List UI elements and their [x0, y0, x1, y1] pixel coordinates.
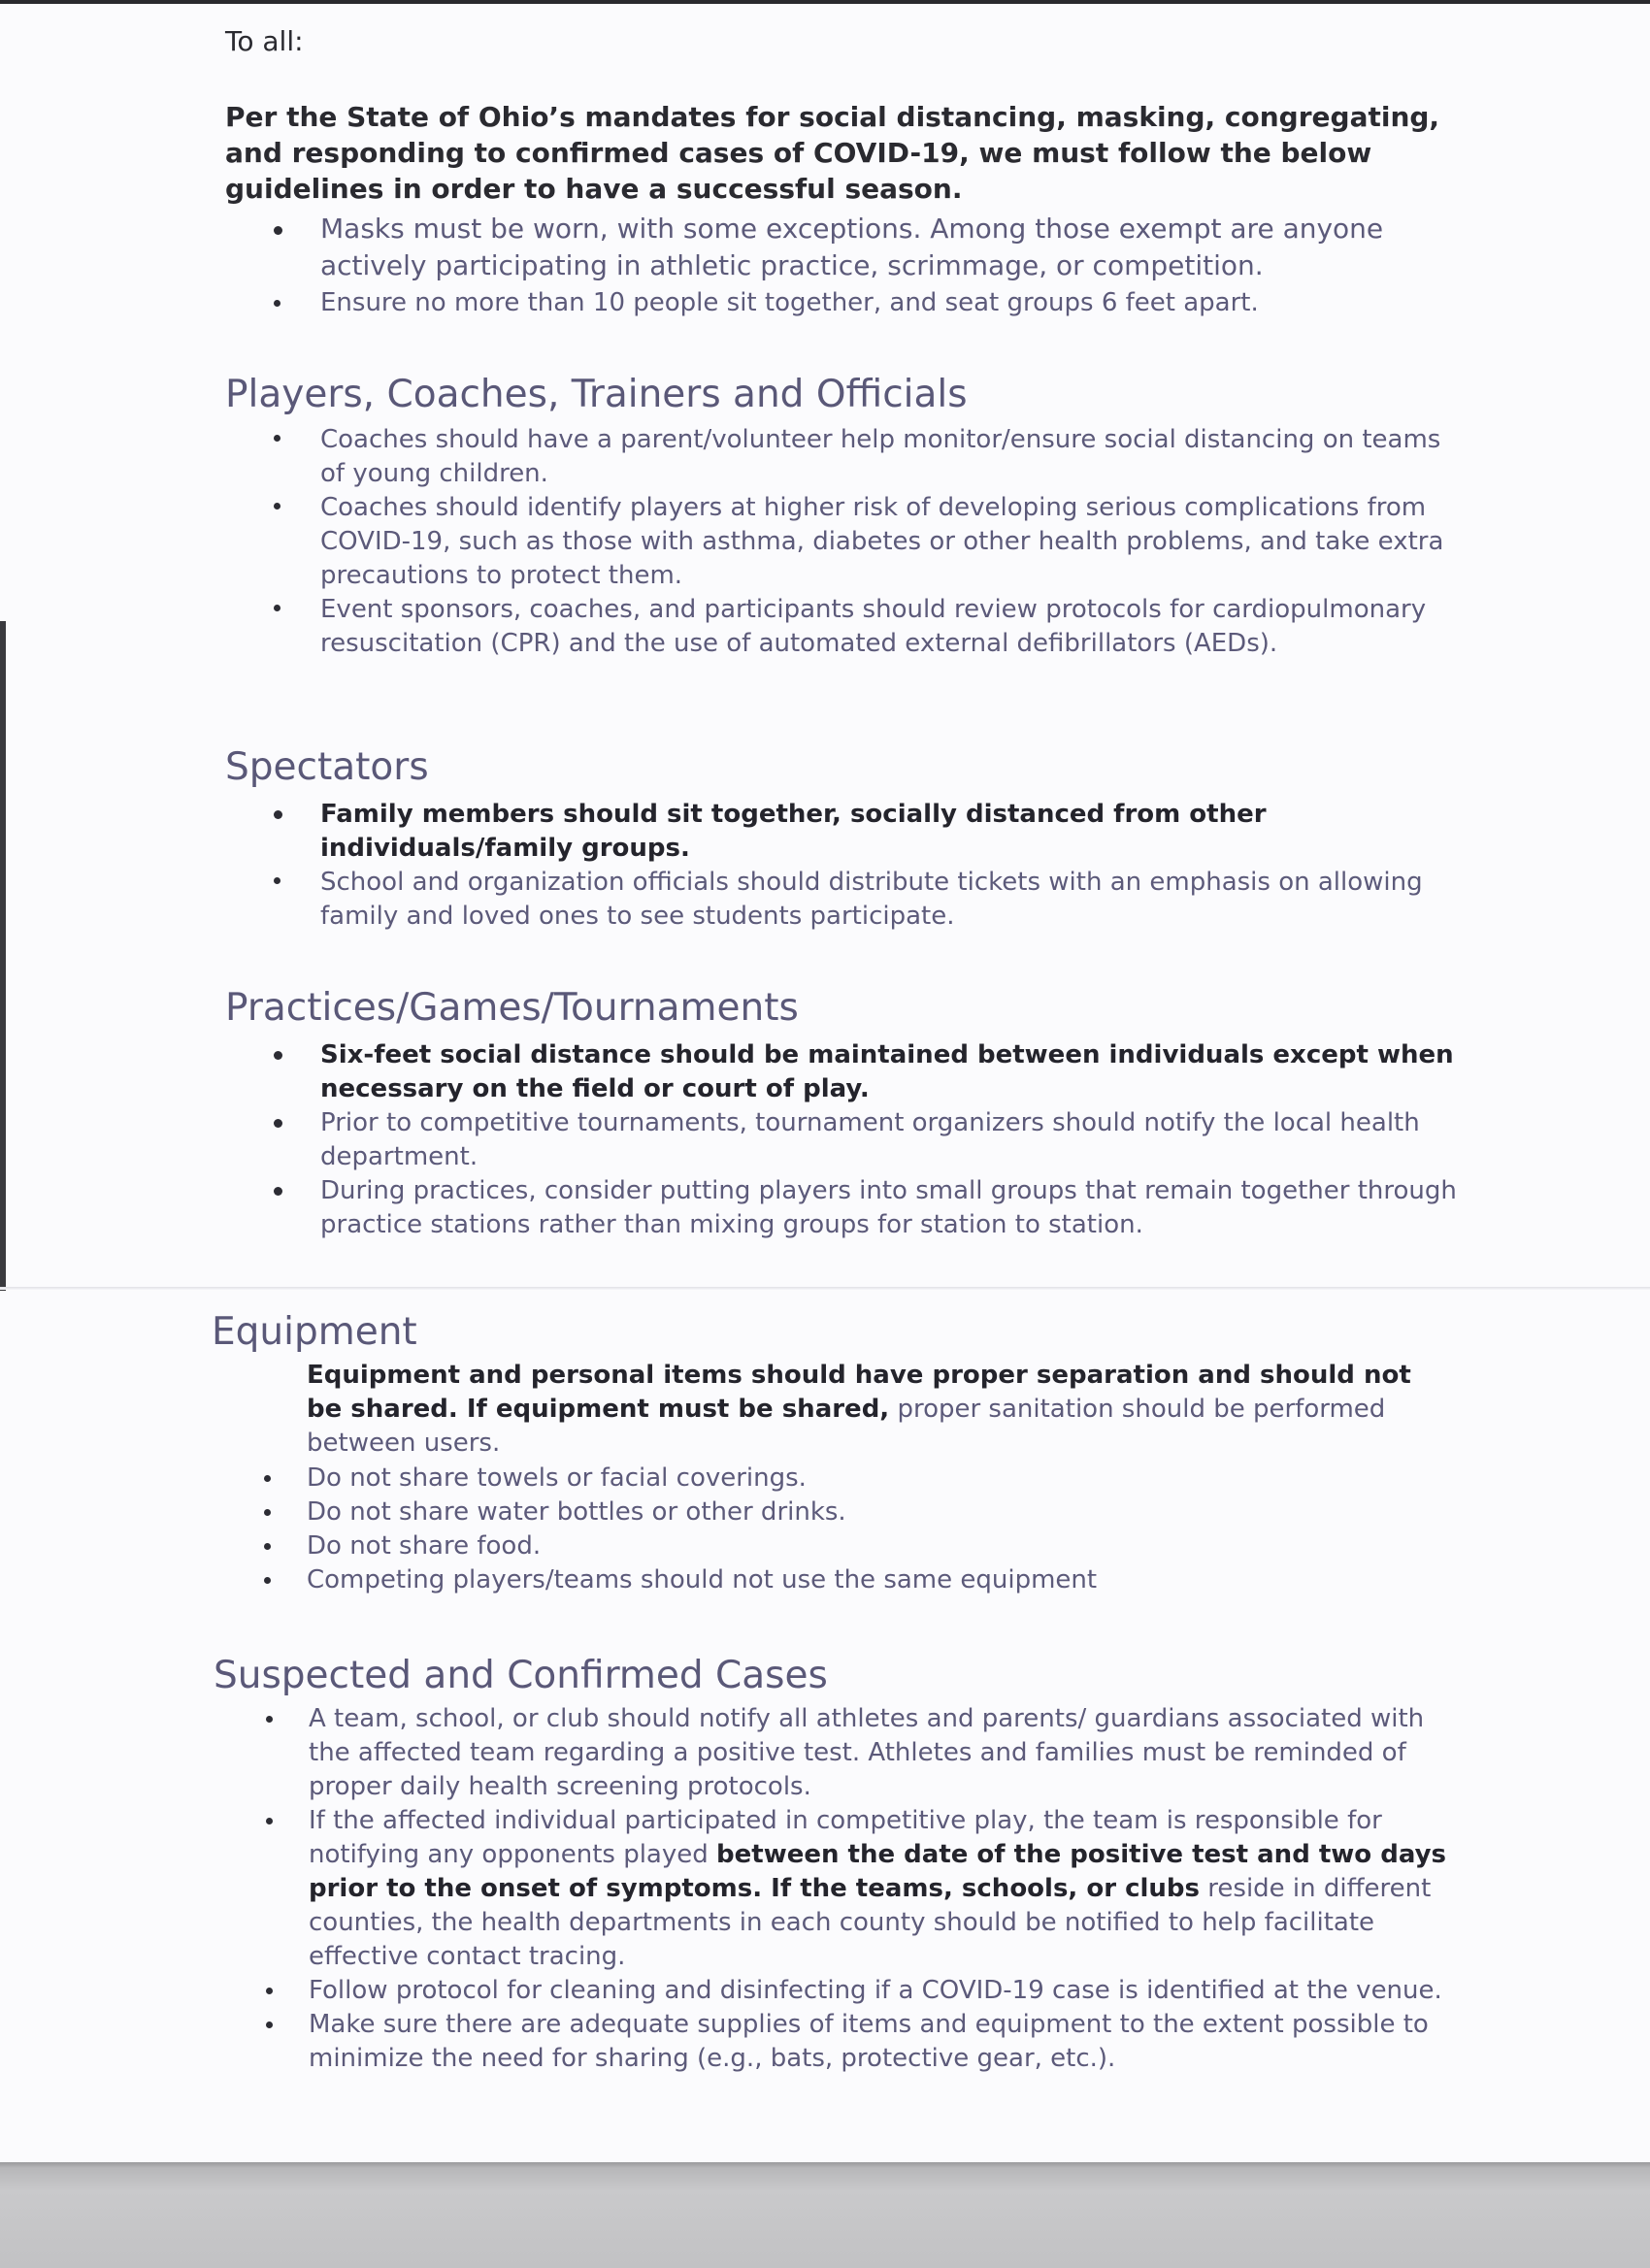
bullet-text: Follow protocol for cleaning and disinfecting if a COVID-19 case is identified at the venue.	[309, 1976, 1442, 2005]
list-item	[320, 866, 1466, 934]
list-item	[320, 423, 1466, 491]
equipment-bullets	[307, 1462, 1452, 1597]
bullet-text: Do not share food.	[307, 1531, 542, 1561]
bullet-icon	[266, 2021, 273, 2028]
list-item	[309, 1804, 1454, 1974]
bullet-icon	[274, 1051, 282, 1060]
bullet-text-bold: between the date of the positive test and two days prior to the onset of symptoms. If the teams, schools, or clubs	[309, 1840, 1446, 1903]
greeting: To all:	[225, 25, 304, 57]
bullet-icon	[264, 1577, 271, 1584]
general-bullets	[320, 211, 1485, 320]
bullet-text: During practices, consider putting players into small groups that remain together through practice stations rather than mixing groups for station to station.	[320, 1176, 1457, 1239]
equipment-heading: Equipment	[212, 1310, 417, 1354]
players-bullets	[320, 423, 1466, 661]
bullet-text: Family members should sit together, socially distanced from other individuals/family groups.	[320, 800, 1267, 863]
practices-bullets	[320, 1038, 1466, 1242]
cases-bullets	[309, 1702, 1454, 2076]
bullet-icon	[266, 1988, 273, 1994]
cases-heading: Suspected and Confirmed Cases	[214, 1654, 828, 1697]
bullet-text: Competing players/teams should not use the same equipment	[307, 1565, 1098, 1594]
bullet-text: Do not share water bottles or other drinks.	[307, 1497, 846, 1527]
bullet-icon	[274, 300, 280, 307]
bullet-text: Masks must be worn, with some exceptions. Among those exempt are anyone actively participating in athletic practice, scrimmage, or competition.	[320, 213, 1384, 281]
scan-top-edge	[0, 0, 1650, 4]
bullet-text: Event sponsors, coaches, and participants should review protocols for cardiopulmonary resuscitation (CPR) and the use of automated external defibrillators (AEDs).	[320, 595, 1427, 658]
spectators-bullets	[320, 798, 1466, 934]
list-item	[320, 211, 1485, 284]
bullet-icon	[274, 226, 282, 235]
bullet-icon	[274, 1187, 282, 1196]
equipment-lead	[307, 1359, 1452, 1461]
list-item	[320, 286, 1485, 320]
list-item	[307, 1563, 1452, 1597]
equipment-lead-normal: proper sanitation should be performed between users.	[307, 1395, 1386, 1458]
bullet-text: Ensure no more than 10 people sit together, and seat groups 6 feet apart.	[320, 288, 1259, 317]
page-fold-line	[0, 1287, 1650, 1290]
bullet-icon	[274, 435, 280, 442]
bullet-text: School and organization officials should distribute tickets with an emphasis on allowing family and loved ones to see students participate.	[320, 868, 1423, 931]
scanner-bottom-band	[0, 2162, 1650, 2268]
bullet-text: Six-feet social distance should be maintained between individuals except when necessary on the field or court of play.	[320, 1040, 1454, 1103]
list-item	[320, 1174, 1466, 1242]
bullet-icon	[264, 1509, 271, 1516]
list-item	[320, 491, 1466, 593]
bullet-text: Make sure there are adequate supplies of items and equipment to the extent possible to minimize the need for sharing (e.g., bats, protective gear, etc.).	[309, 2010, 1429, 2073]
bullet-icon	[274, 1119, 282, 1128]
bullet-icon	[264, 1543, 271, 1550]
bullet-text: Do not share towels or facial coverings.	[307, 1463, 807, 1493]
bullet-text: Coaches should identify players at higher risk of developing serious complications from COVID-19, such as those with asthma, diabetes or other health problems, and take extra precautions to protect them.	[320, 493, 1444, 590]
bullet-icon	[266, 1716, 273, 1723]
bullet-icon	[274, 503, 280, 509]
intro-paragraph: Per the State of Ohio’s mandates for social distancing, masking, congregating, and responding to confirmed cases of COVID-19, we must follow the below guidelines in order to have a successful season.	[225, 101, 1440, 205]
list-item	[307, 1462, 1452, 1496]
list-item	[309, 1974, 1454, 2008]
players-heading: Players, Coaches, Trainers and Officials	[225, 373, 968, 416]
bullet-text: Prior to competitive tournaments, tournament organizers should notify the local health department.	[320, 1108, 1420, 1171]
list-item	[307, 1496, 1452, 1529]
bullet-text-part: If the affected individual participated in competitive play, the team is responsible for notifying any opponents played	[309, 1806, 1382, 1869]
list-item	[307, 1529, 1452, 1563]
bullet-icon	[274, 605, 280, 611]
bullet-icon	[264, 1475, 271, 1482]
bullet-text: A team, school, or club should notify all athletes and parents/ guardians associated with the affected team regarding a positive test. Athletes and families must be reminded of proper daily health screening protocols.	[309, 1704, 1425, 1801]
list-item	[309, 2008, 1454, 2076]
scan-left-shadow	[0, 621, 6, 1291]
bullet-icon	[274, 877, 280, 884]
equipment-lead-bold: Equipment and personal items should have proper separation and should not be shared. If equipment must be shared,	[307, 1361, 1411, 1424]
list-item	[320, 593, 1466, 661]
list-item	[320, 798, 1466, 866]
list-item	[320, 1038, 1466, 1106]
practices-heading: Practices/Games/Tournaments	[225, 986, 799, 1030]
list-item	[309, 1702, 1454, 1804]
bullet-text-part: reside in different counties, the health departments in each county should be notified to help facilitate effective contact tracing.	[309, 1874, 1432, 1971]
bullet-text: Coaches should have a parent/volunteer help monitor/ensure social distancing on teams of young children.	[320, 425, 1441, 488]
bullet-icon	[266, 1818, 273, 1824]
spectators-heading: Spectators	[225, 745, 429, 789]
list-item	[320, 1106, 1466, 1174]
bullet-icon	[274, 810, 282, 819]
